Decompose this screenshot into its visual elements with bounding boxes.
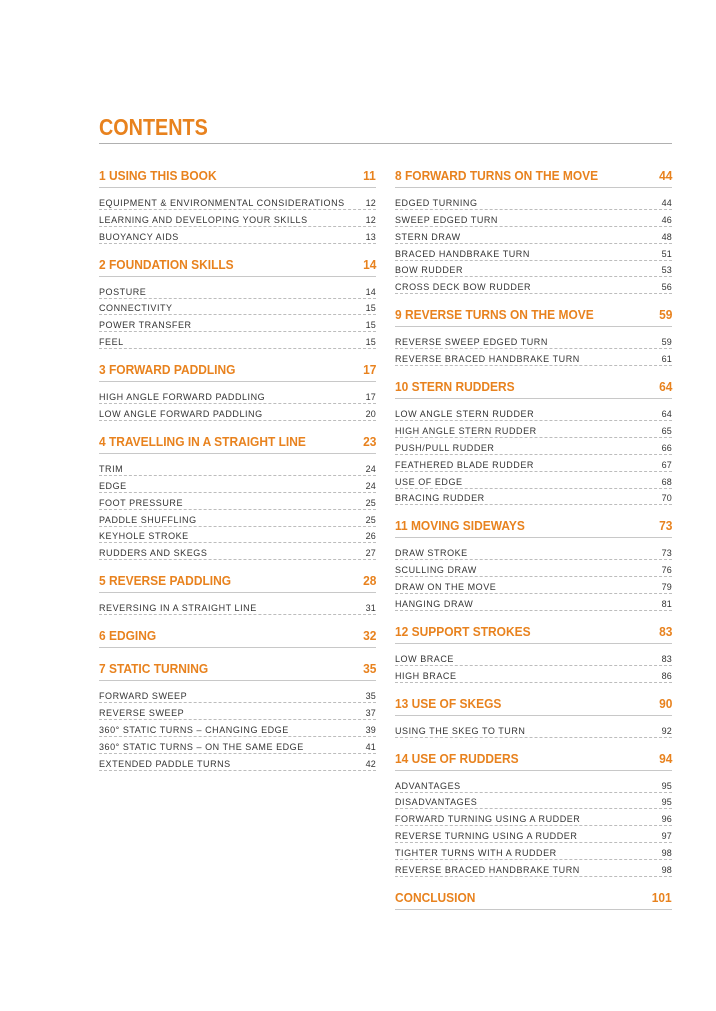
entry-label: REVERSE BRACED HANDBRAKE TURN bbox=[395, 354, 580, 365]
entry-page-number: 70 bbox=[661, 493, 672, 504]
entry-page-number: 27 bbox=[365, 548, 376, 559]
entry-page-number: 64 bbox=[661, 409, 672, 420]
entry-label: 360° STATIC TURNS – ON THE SAME EDGE bbox=[99, 741, 304, 752]
entry-label: DRAW ON THE MOVE bbox=[395, 582, 497, 593]
entry-page-number: 76 bbox=[661, 565, 672, 576]
entry-page-number: 37 bbox=[365, 708, 376, 719]
entry-label: STERN DRAW bbox=[395, 231, 461, 242]
chapter-title: 10 STERN RUDDERS bbox=[395, 379, 515, 395]
toc-entry[interactable] bbox=[395, 244, 672, 261]
entry-label: LOW ANGLE STERN RUDDER bbox=[395, 409, 535, 420]
entry-page-number: 73 bbox=[661, 548, 672, 559]
entry-label: HANGING DRAW bbox=[395, 599, 474, 610]
entry-label: ADVANTAGES bbox=[395, 780, 461, 791]
toc-entry[interactable] bbox=[99, 404, 376, 421]
entry-label: REVERSE BRACED HANDBRAKE TURN bbox=[395, 865, 580, 876]
entry-page-number: 46 bbox=[661, 214, 672, 225]
chapter-page-number: 44 bbox=[658, 168, 672, 183]
entry-page-number: 42 bbox=[365, 758, 376, 769]
toc-entry[interactable] bbox=[395, 489, 672, 506]
chapter-heading[interactable] bbox=[395, 379, 672, 399]
entry-page-number: 48 bbox=[661, 231, 672, 242]
chapter-heading[interactable] bbox=[395, 624, 672, 644]
entry-label: REVERSE SWEEP bbox=[99, 708, 185, 719]
toc-entry[interactable] bbox=[99, 299, 376, 316]
toc-entry[interactable] bbox=[395, 261, 672, 278]
entry-page-number: 44 bbox=[661, 197, 672, 208]
entry-label: FEATHERED BLADE RUDDER bbox=[395, 459, 534, 470]
entry-page-number: 56 bbox=[661, 282, 672, 293]
entry-page-number: 66 bbox=[661, 442, 672, 453]
toc-entry[interactable] bbox=[99, 598, 376, 615]
entry-label: DISADVANTAGES bbox=[395, 797, 478, 808]
toc-entry[interactable] bbox=[395, 455, 672, 472]
chapter-page-number: 101 bbox=[652, 890, 672, 906]
entry-page-number: 15 bbox=[365, 337, 376, 348]
toc-entry[interactable] bbox=[395, 438, 672, 455]
entry-label: KEYHOLE STROKE bbox=[99, 531, 189, 542]
entry-page-number: 67 bbox=[661, 459, 672, 470]
toc-entry[interactable] bbox=[395, 210, 672, 227]
chapter-heading[interactable] bbox=[395, 751, 672, 771]
entry-label: EXTENDED PADDLE TURNS bbox=[99, 758, 231, 769]
entry-page-number: 25 bbox=[365, 514, 376, 525]
entry-label: HIGH ANGLE FORWARD PADDLING bbox=[99, 392, 266, 403]
entry-label: REVERSE TURNING USING A RUDDER bbox=[395, 831, 578, 842]
entry-page-number: 79 bbox=[661, 582, 672, 593]
chapter-title: 14 USE OF RUDDERS bbox=[395, 750, 519, 766]
toc-entry[interactable] bbox=[395, 421, 672, 438]
entry-label: CROSS DECK BOW RUDDER bbox=[395, 282, 532, 293]
chapter-page-number: 94 bbox=[658, 750, 672, 766]
toc-entry[interactable] bbox=[395, 860, 672, 877]
entry-page-number: 59 bbox=[661, 337, 672, 348]
toc-entry[interactable] bbox=[395, 577, 672, 594]
chapter-title: 11 MOVING SIDEWAYS bbox=[395, 518, 525, 534]
toc-entry[interactable] bbox=[395, 404, 672, 421]
toc-entry[interactable] bbox=[395, 721, 672, 738]
chapter-title: 4 TRAVELLING IN A STRAIGHT LINE bbox=[99, 434, 306, 450]
entry-page-number: 68 bbox=[661, 476, 672, 487]
chapter-title: 12 SUPPORT STROKES bbox=[395, 624, 531, 640]
toc-entry[interactable] bbox=[395, 776, 672, 793]
toc-entry[interactable] bbox=[99, 686, 376, 703]
entry-label: EQUIPMENT & ENVIRONMENTAL CONSIDERATIONS bbox=[99, 197, 345, 208]
entry-page-number: 17 bbox=[365, 392, 376, 403]
chapter-page-number: 90 bbox=[658, 695, 672, 711]
toc-entry[interactable] bbox=[99, 227, 376, 244]
toc-entry[interactable] bbox=[99, 510, 376, 527]
chapter-heading[interactable] bbox=[99, 573, 376, 593]
entry-page-number: 25 bbox=[365, 497, 376, 508]
toc-entry[interactable] bbox=[395, 649, 672, 666]
entry-label: BRACING RUDDER bbox=[395, 493, 485, 504]
entry-label: REVERSE SWEEP EDGED TURN bbox=[395, 337, 548, 348]
entry-page-number: 65 bbox=[661, 425, 672, 436]
chapter-page-number: 17 bbox=[362, 362, 376, 378]
chapter-page-number: 23 bbox=[362, 434, 376, 450]
chapter-page-number: 35 bbox=[362, 661, 376, 677]
entry-label: REVERSING IN A STRAIGHT LINE bbox=[99, 603, 257, 614]
chapter-heading[interactable] bbox=[395, 696, 672, 716]
toc-entry[interactable] bbox=[99, 387, 376, 404]
toc-left-column bbox=[99, 168, 376, 771]
entry-label: SCULLING DRAW bbox=[395, 565, 477, 576]
chapter-page-number: 83 bbox=[658, 624, 672, 640]
entry-label: FOOT PRESSURE bbox=[99, 497, 183, 508]
toc-entry[interactable] bbox=[99, 210, 376, 227]
entry-label: TRIM bbox=[99, 463, 124, 474]
entry-page-number: 15 bbox=[365, 303, 376, 314]
entry-label: CONNECTIVITY bbox=[99, 303, 173, 314]
chapter-heading[interactable] bbox=[395, 307, 672, 327]
toc-right-column bbox=[395, 168, 672, 915]
entry-label: POSTURE bbox=[99, 286, 147, 297]
chapter-page-number: 73 bbox=[658, 518, 672, 534]
entry-page-number: 96 bbox=[661, 814, 672, 825]
toc-entry[interactable] bbox=[395, 349, 672, 366]
entry-page-number: 61 bbox=[661, 354, 672, 365]
entry-label: DRAW STROKE bbox=[395, 548, 468, 559]
chapter-heading[interactable] bbox=[99, 257, 376, 277]
toc-entry[interactable] bbox=[99, 703, 376, 720]
toc-entry[interactable] bbox=[99, 459, 376, 476]
toc-entry[interactable] bbox=[395, 472, 672, 489]
chapter-page-number: 32 bbox=[362, 628, 376, 644]
entry-label: LEARNING AND DEVELOPING YOUR SKILLS bbox=[99, 214, 308, 225]
chapter-title: 7 STATIC TURNING bbox=[99, 661, 209, 677]
chapter-title: 5 REVERSE PADDLING bbox=[99, 573, 232, 589]
toc-entry[interactable] bbox=[99, 332, 376, 349]
entry-page-number: 41 bbox=[365, 741, 376, 752]
entry-label: TIGHTER TURNS WITH A RUDDER bbox=[395, 848, 557, 859]
entry-label: BRACED HANDBRAKE TURN bbox=[395, 248, 530, 259]
entry-page-number: 98 bbox=[661, 865, 672, 876]
entry-page-number: 15 bbox=[365, 320, 376, 331]
toc-entry[interactable] bbox=[395, 594, 672, 611]
chapter-heading[interactable] bbox=[99, 628, 376, 648]
toc-entry[interactable] bbox=[99, 754, 376, 771]
entry-label: EDGE bbox=[99, 480, 127, 491]
toc-entry[interactable] bbox=[99, 315, 376, 332]
entry-label: POWER TRANSFER bbox=[99, 320, 192, 331]
toc-entry[interactable] bbox=[99, 720, 376, 737]
toc-entry[interactable] bbox=[395, 193, 672, 210]
toc-entry[interactable] bbox=[99, 476, 376, 493]
toc-entry[interactable] bbox=[99, 193, 376, 210]
entry-label: LOW BRACE bbox=[395, 653, 454, 664]
chapter-title: 3 FORWARD PADDLING bbox=[99, 362, 236, 378]
toc-entry[interactable] bbox=[395, 843, 672, 860]
toc-entry[interactable] bbox=[395, 793, 672, 810]
chapter-page-number: 59 bbox=[658, 307, 672, 323]
entry-page-number: 86 bbox=[661, 670, 672, 681]
entry-label: HIGH BRACE bbox=[395, 670, 457, 681]
entry-page-number: 53 bbox=[661, 265, 672, 276]
chapter-heading[interactable] bbox=[99, 362, 376, 382]
entry-label: FEEL bbox=[99, 337, 124, 348]
toc-entry[interactable] bbox=[395, 560, 672, 577]
chapter-title: 8 FORWARD TURNS ON THE MOVE bbox=[395, 168, 599, 183]
entry-page-number: 24 bbox=[365, 463, 376, 474]
toc-entry[interactable] bbox=[395, 227, 672, 244]
entry-label: EDGED TURNING bbox=[395, 197, 478, 208]
toc-entry[interactable] bbox=[395, 809, 672, 826]
toc-entry[interactable] bbox=[395, 826, 672, 843]
entry-label: PUSH/PULL RUDDER bbox=[395, 442, 495, 453]
toc-entry[interactable] bbox=[395, 543, 672, 560]
entry-label: FORWARD TURNING USING A RUDDER bbox=[395, 814, 581, 825]
entry-label: USING THE SKEG TO TURN bbox=[395, 725, 526, 736]
chapter-heading[interactable] bbox=[99, 168, 376, 188]
chapter-title: 1 USING THIS BOOK bbox=[99, 168, 217, 183]
entry-label: PADDLE SHUFFLING bbox=[99, 514, 197, 525]
chapter-title: 6 EDGING bbox=[99, 628, 157, 644]
entry-label: RUDDERS AND SKEGS bbox=[99, 548, 208, 559]
entry-page-number: 83 bbox=[661, 653, 672, 664]
entry-page-number: 92 bbox=[661, 725, 672, 736]
chapter-title: CONCLUSION bbox=[395, 890, 476, 906]
entry-label: BUOYANCY AIDS bbox=[99, 231, 179, 242]
entry-page-number: 35 bbox=[365, 691, 376, 702]
title-divider bbox=[99, 143, 672, 144]
toc-entry[interactable] bbox=[395, 332, 672, 349]
entry-page-number: 95 bbox=[661, 797, 672, 808]
entry-label: 360° STATIC TURNS – CHANGING EDGE bbox=[99, 724, 289, 735]
entry-label: FORWARD SWEEP bbox=[99, 691, 188, 702]
entry-page-number: 51 bbox=[661, 248, 672, 259]
entry-label: USE OF EDGE bbox=[395, 476, 463, 487]
entry-page-number: 12 bbox=[365, 214, 376, 225]
entry-page-number: 20 bbox=[365, 409, 376, 420]
toc-entry[interactable] bbox=[395, 666, 672, 683]
toc-entry[interactable] bbox=[99, 527, 376, 544]
chapter-heading[interactable] bbox=[395, 890, 672, 910]
toc-entry[interactable] bbox=[99, 737, 376, 754]
page-title: CONTENTS bbox=[99, 114, 208, 140]
entry-page-number: 98 bbox=[661, 848, 672, 859]
entry-label: LOW ANGLE FORWARD PADDLING bbox=[99, 409, 263, 420]
toc-entry[interactable] bbox=[99, 282, 376, 299]
entry-label: BOW RUDDER bbox=[395, 265, 463, 276]
chapter-heading[interactable] bbox=[99, 434, 376, 454]
chapter-page-number: 64 bbox=[658, 379, 672, 395]
entry-page-number: 97 bbox=[661, 831, 672, 842]
entry-page-number: 31 bbox=[365, 603, 376, 614]
chapter-title: 13 USE OF SKEGS bbox=[395, 695, 502, 711]
entry-page-number: 14 bbox=[365, 286, 376, 297]
toc-entry[interactable] bbox=[395, 277, 672, 294]
chapter-heading[interactable] bbox=[395, 168, 672, 188]
chapter-page-number: 14 bbox=[362, 256, 376, 272]
entry-label: SWEEP EDGED TURN bbox=[395, 214, 498, 225]
entry-page-number: 81 bbox=[661, 599, 672, 610]
entry-page-number: 95 bbox=[661, 780, 672, 791]
entry-page-number: 13 bbox=[365, 231, 376, 242]
entry-label: HIGH ANGLE STERN RUDDER bbox=[395, 425, 537, 436]
entry-page-number: 24 bbox=[365, 480, 376, 491]
chapter-heading[interactable] bbox=[395, 518, 672, 538]
chapter-page-number: 28 bbox=[362, 573, 376, 589]
chapter-title: 2 FOUNDATION SKILLS bbox=[99, 256, 234, 272]
chapter-page-number: 11 bbox=[363, 168, 376, 183]
toc-entry[interactable] bbox=[99, 493, 376, 510]
chapter-heading[interactable] bbox=[99, 661, 376, 681]
entry-page-number: 26 bbox=[365, 531, 376, 542]
chapter-title: 9 REVERSE TURNS ON THE MOVE bbox=[395, 307, 594, 323]
toc-entry[interactable] bbox=[99, 543, 376, 560]
entry-page-number: 12 bbox=[365, 197, 376, 208]
entry-page-number: 39 bbox=[365, 724, 376, 735]
